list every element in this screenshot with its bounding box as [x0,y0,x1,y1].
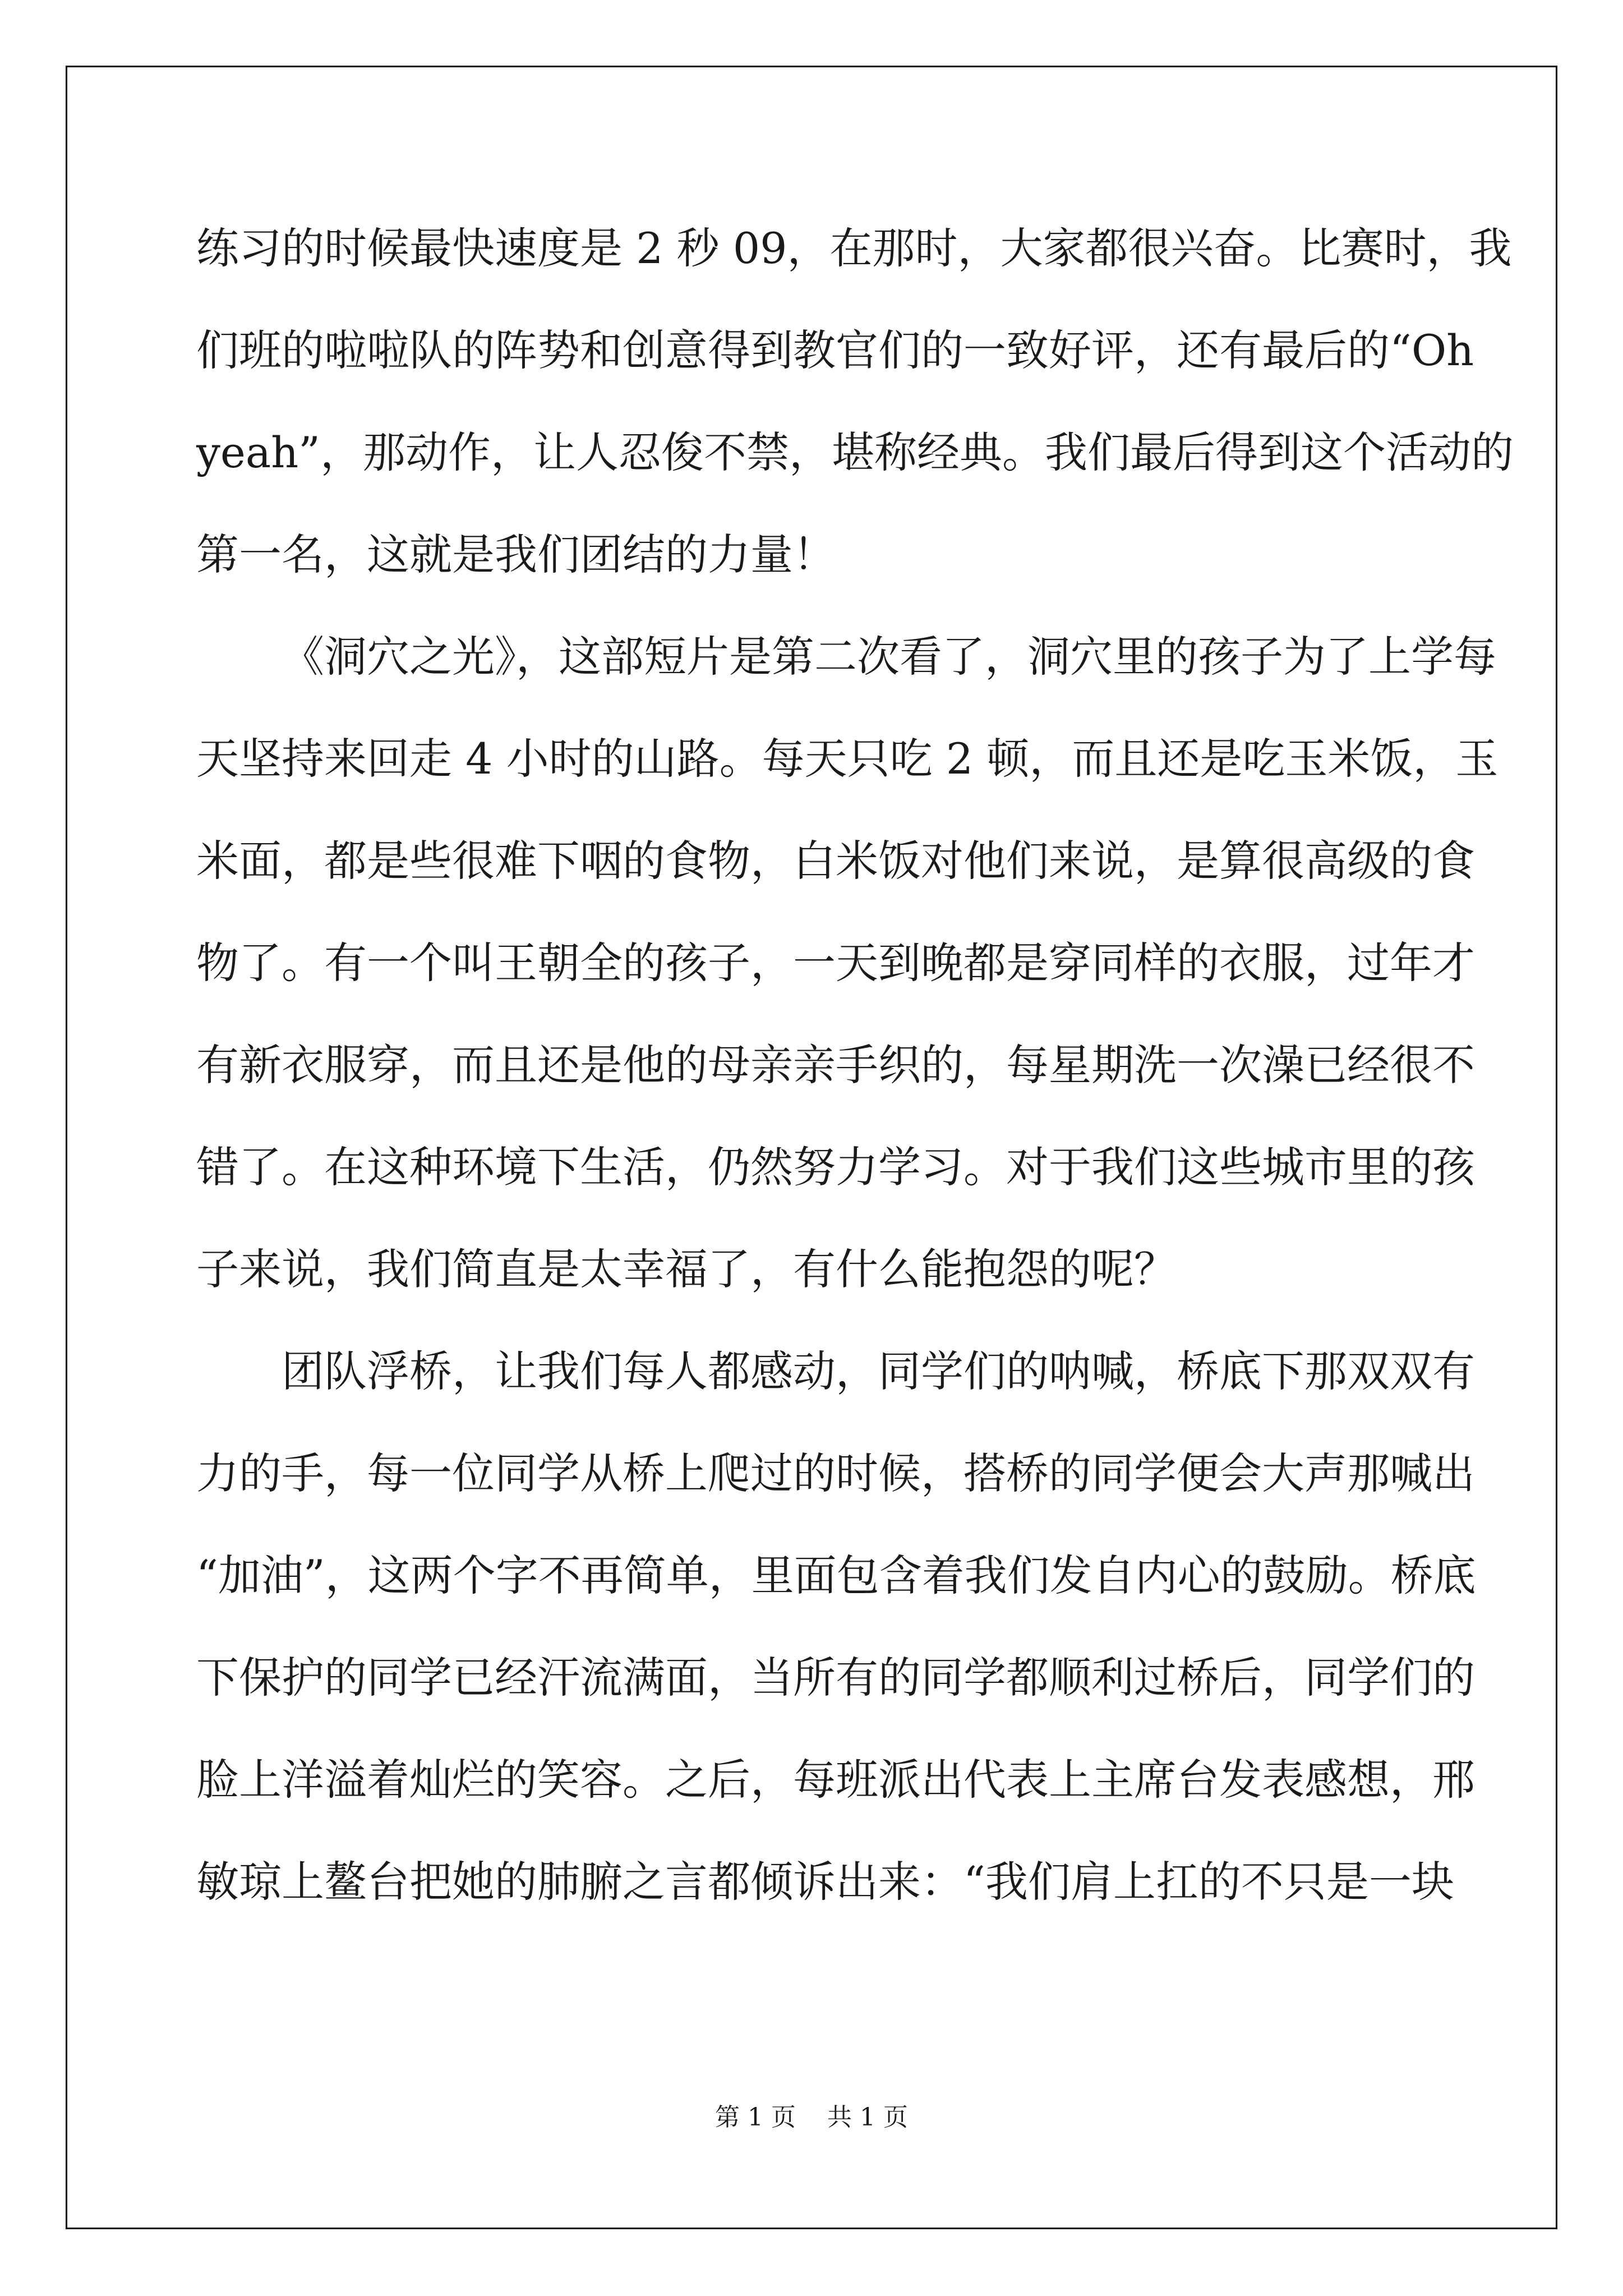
page-number-current: 第 1 页 [715,2103,796,2132]
text-line: 脸上洋溢着灿烂的笑容。之后，每班派出代表上主席台发表感想，邢 [196,1755,1475,1805]
document-body [196,197,1514,1933]
text-line: 有新衣服穿，而且还是他的母亲亲手织的，每星期洗一次澡已经很不 [196,1040,1475,1090]
page-footer [0,2097,1623,2133]
text-line: 天坚持来回走 4 小时的山路。每天只吃 2 顿，而且还是吃玉米饭，玉 [196,734,1498,784]
text-line: 敏琼上鳌台把她的肺腑之言都倾诉出来：“我们肩上扛的不只是一块 [196,1857,1454,1907]
text-line: 力的手，每一位同学从桥上爬过的时候，搭桥的同学便会大声那喊出 [196,1448,1475,1498]
text-line: 米面，都是些很难下咽的食物，白米饭对他们来说，是算很高级的食 [196,836,1475,886]
text-line: “加油”，这两个字不再简单，里面包含着我们发自内心的鼓励。桥底 [196,1550,1476,1600]
page-number-total: 共 1 页 [827,2103,908,2132]
text-line: 物了。有一个叫王朝全的孩子，一天到晚都是穿同样的衣服，过年才 [196,938,1475,988]
text-line: 子来说，我们简直是太幸福了，有什么能抱怨的呢？ [196,1244,1177,1294]
text-line: 《洞穴之光》，这部短片是第二次看了，洞穴里的孩子为了上学每 [282,632,1496,682]
text-line: 下保护的同学已经汗流满面，当所有的同学都顺利过桥后，同学们的 [196,1653,1475,1703]
text-line: 们班的啦啦队的阵势和创意得到教官们的一致好评，还有最后的“Oh [196,325,1474,375]
text-line: 团队浮桥，让我们每人都感动，同学们的呐喊，桥底下那双双有 [282,1346,1475,1396]
text-line: 错了。在这种环境下生活，仍然努力学习。对于我们这些城市里的孩 [196,1142,1475,1192]
text-line: 第一名，这就是我们团结的力量！ [196,530,836,579]
text-line: yeah”，那动作，让人忍俊不禁，堪称经典。我们最后得到这个活动的 [196,427,1514,477]
text-line: 练习的时候最快速度是 2 秒 09，在那时，大家都很兴奋。比赛时，我 [196,223,1512,273]
